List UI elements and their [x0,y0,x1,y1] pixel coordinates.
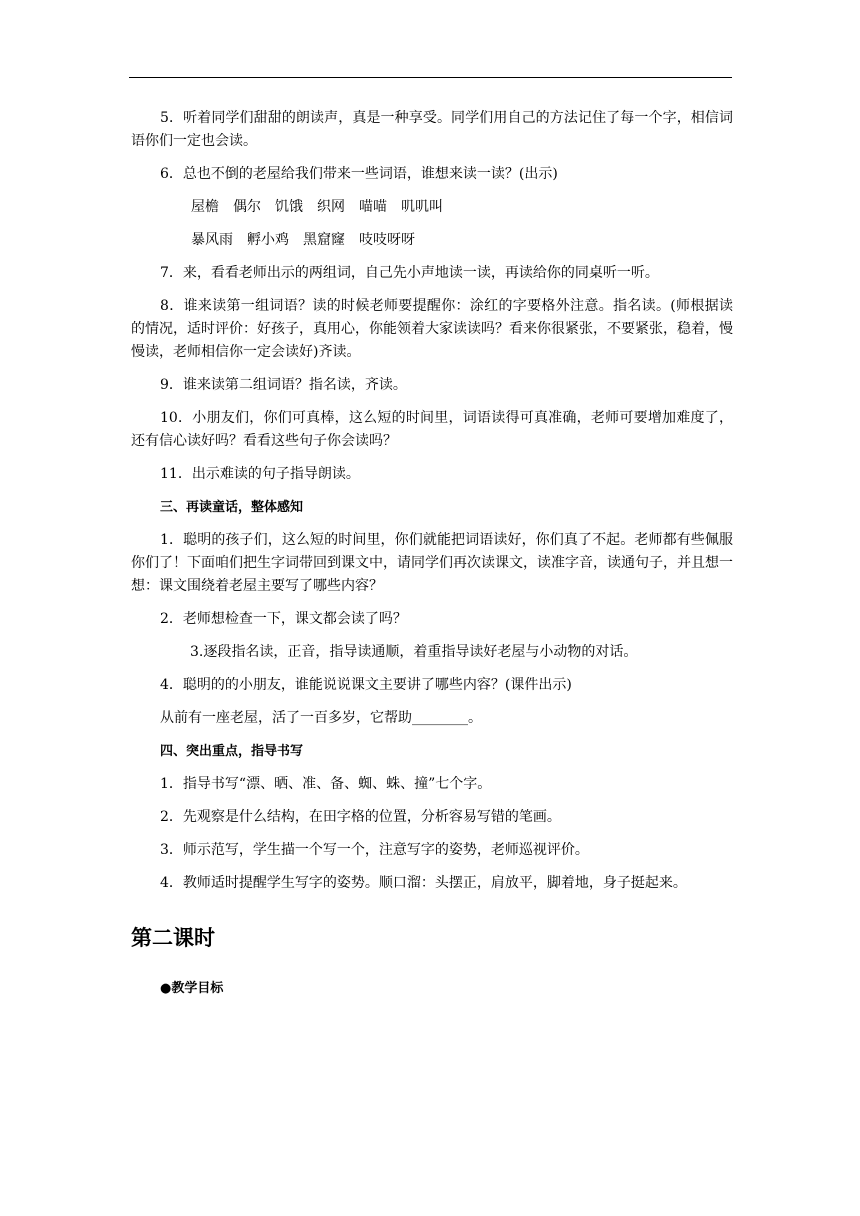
paragraph-10: 10．小朋友们，你们可真棒，这么短的时间里，词语读得可真准确，老师可要增加难度了，还有信心读好吗？看看这些句子你会读吗？ [131,410,733,449]
document-body [131,107,733,1000]
paragraph-9: 9．谁来读第二组词语？指名读，齐读。 [160,377,407,393]
section3-item-2: 2．老师想检查一下，课文都会读了吗？ [160,611,407,627]
paragraph-5: 5．听着同学们甜甜的朗读声，真是一种享受。同学们用自己的方法记住了每一个字，相信词语你们一定也会读。 [131,110,733,149]
section4-item-1: 1．指导书写“漂、晒、准、备、蜘、蛛、撞”七个字。 [160,776,492,792]
section3-item-3: 3.逐段指名读，正音，指导读通顺，着重指导读好老屋与小动物的对话。 [190,644,638,660]
paragraph-8: 8．谁来读第一组词语？读的时候老师要提醒你：涂红的字要格外注意。指名读。(师根据读的情况，适时评价：好孩子，真用心，你能领着大家读读吗？看来你很紧张，不要紧张，稳着，慢慢读，老师相信你一定会读好)齐读。 [131,298,733,360]
paragraph-7: 7．来，看看老师出示的两组词，自己先小声地读一读，再读给你的同桌听一听。 [160,265,659,281]
word-group-1: 屋檐 偶尔 饥饿 织网 喵喵 叽叽叫 [191,199,443,215]
header-rule [129,77,732,78]
teaching-goals-heading: ●教学目标 [160,981,224,996]
word-group-2: 暴风雨 孵小鸡 黑窟窿 吱吱呀呀 [191,232,415,248]
section-heading-3: 三、再读童话，整体感知 [160,500,304,515]
section4-item-4: 4．教师适时提醒学生写字的姿势。顺口溜：头摆正，肩放平，脚着地，身子挺起来。 [160,875,687,891]
section3-item-4: 4．聪明的的小朋友，谁能说说课文主要讲了哪些内容？(课件出示) [160,677,572,693]
lesson-title: 第二课时 [131,926,215,950]
paragraph-11: 11．出示难读的句子指导朗读。 [160,466,360,482]
section4-item-3: 3．师示范写，学生描一个写一个，注意写字的姿势，老师巡视评价。 [160,842,589,858]
section3-item-1: 1．聪明的孩子们，这么短的时间里，你们就能把词语读好，你们真了不起。老师都有些佩服你们了！下面咱们把生字词带回到课文中，请同学们再次读课文，读准字音，读通句子，并且想一想：课文围绕着老屋主要写了哪些内容？ [131,532,733,594]
section4-item-2: 2．先观察是什么结构，在田字格的位置，分析容易写错的笔画。 [160,809,561,825]
section3-fill-blank: 从前有一座老屋，活了一百多岁，它帮助________。 [160,710,482,726]
section-heading-4: 四、突出重点，指导书写 [160,744,304,759]
paragraph-6: 6．总也不倒的老屋给我们带来一些词语，谁想来读一读？(出示) [160,166,558,182]
